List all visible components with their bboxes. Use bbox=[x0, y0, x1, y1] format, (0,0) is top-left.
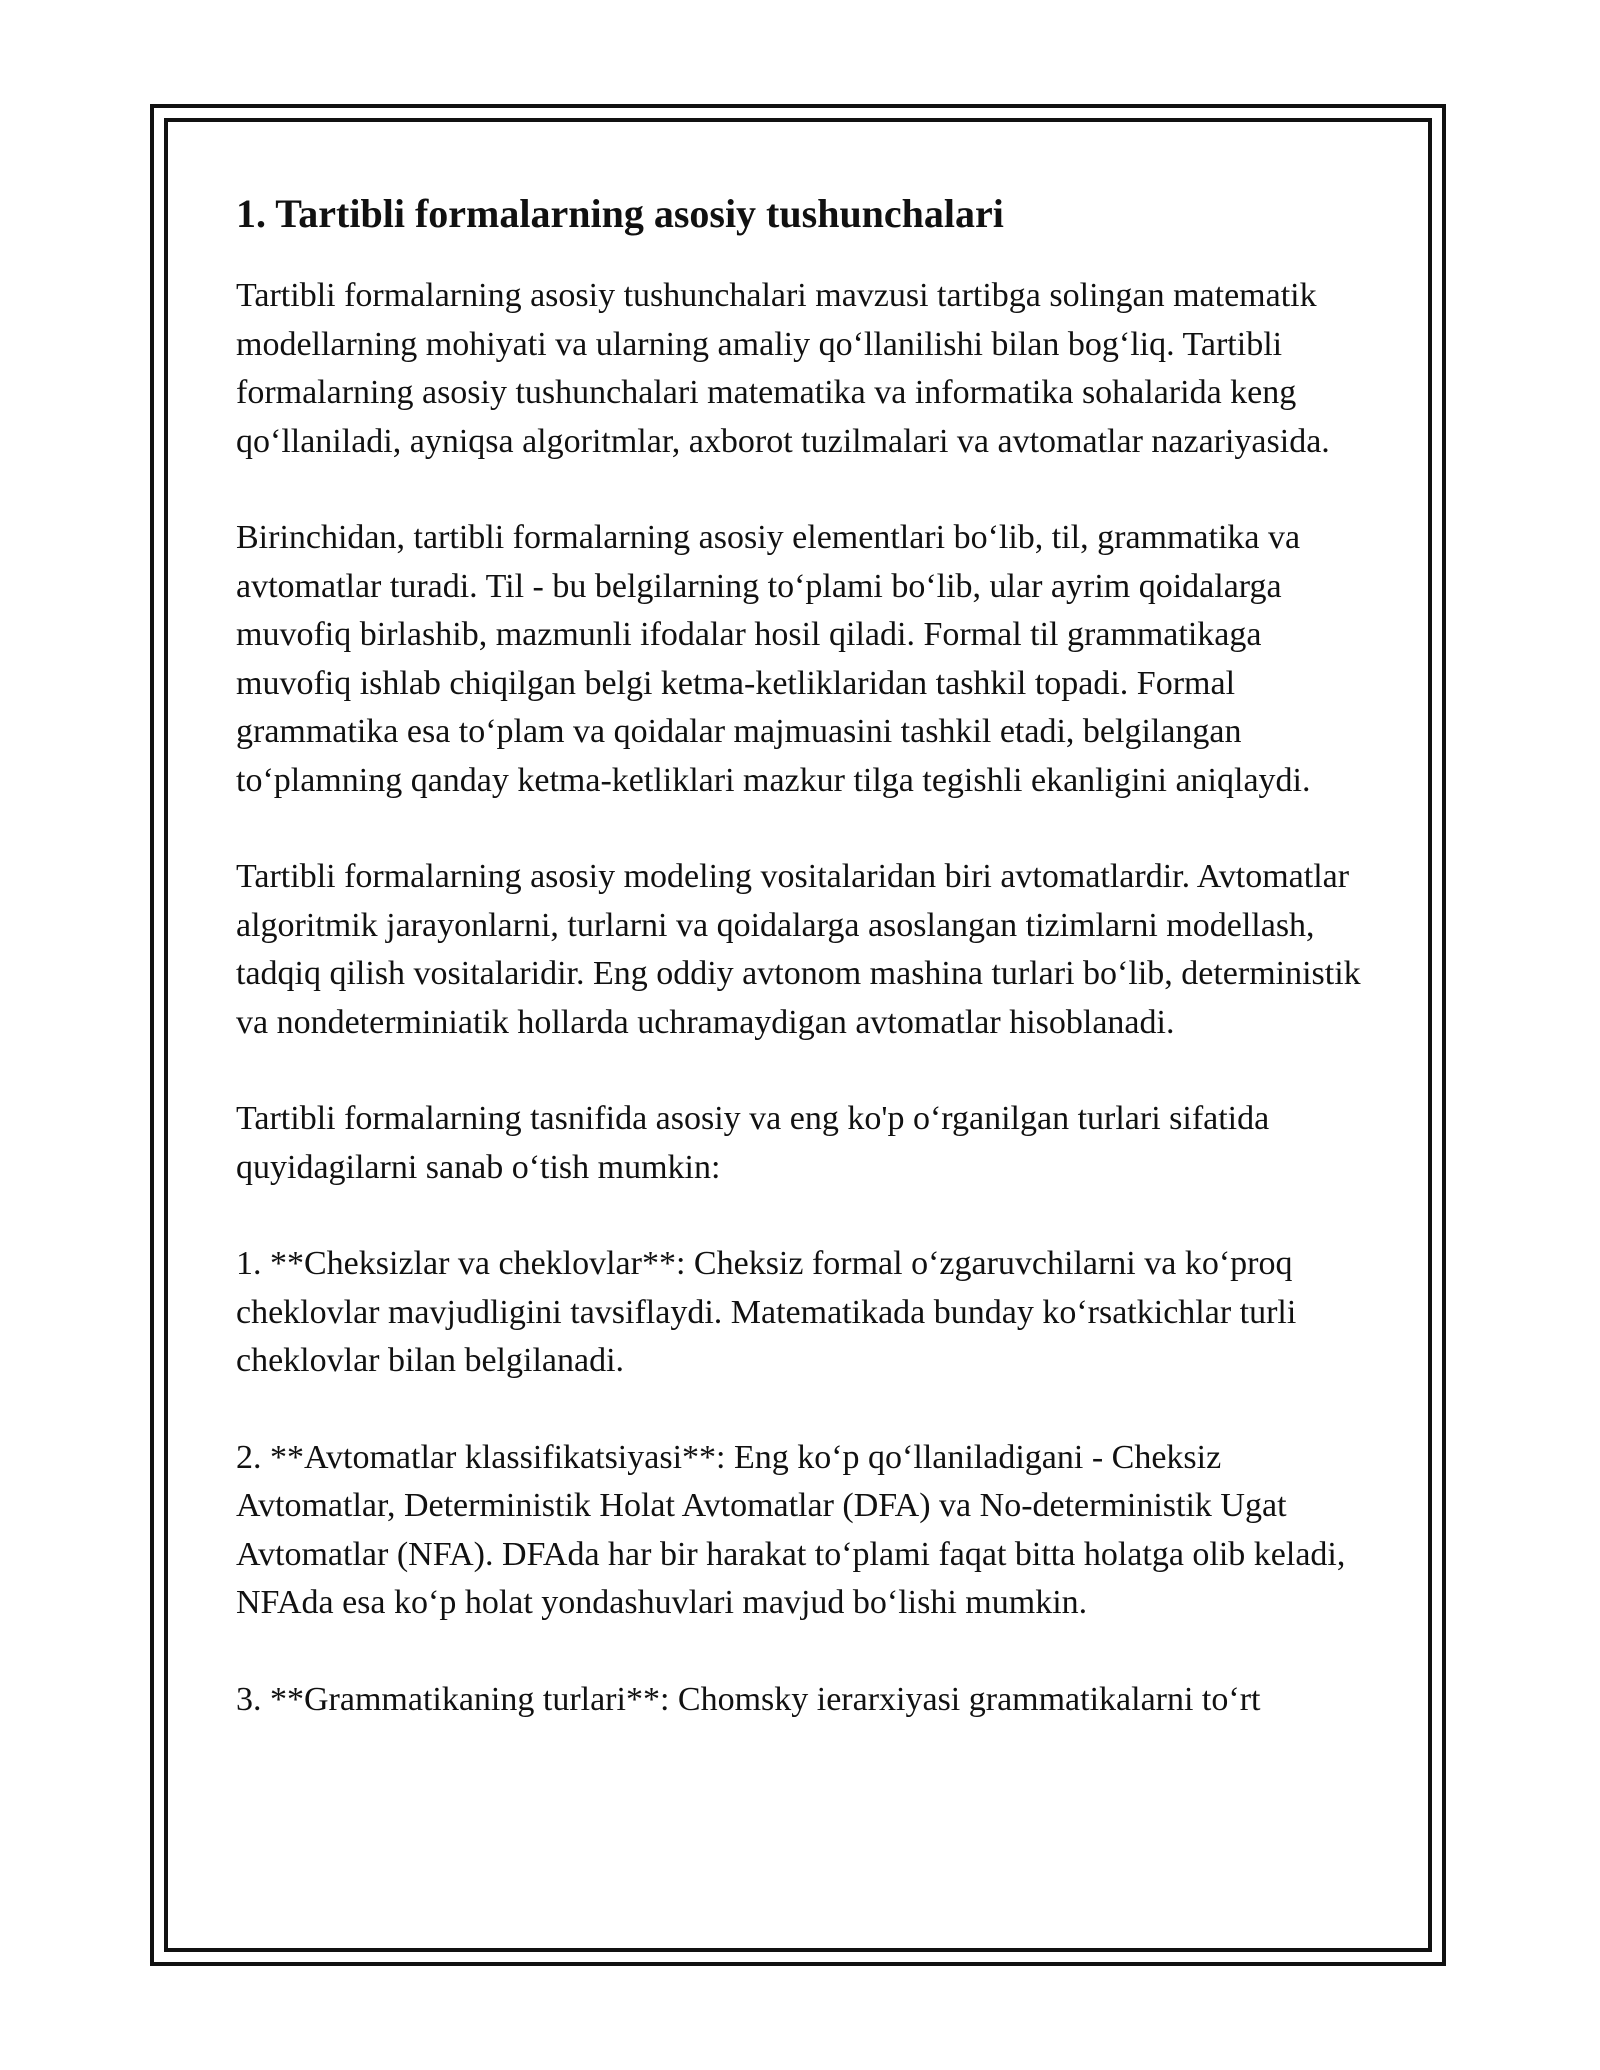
section-heading: 1. Tartibli formalarning asosiy tushunchalari bbox=[236, 191, 1004, 236]
paragraph-classification: Tartibli formalarning tasnifida asosiy va eng ko'p o‘rganilgan turlari sifatida quyidagilarni sanab o‘tish mumkin: bbox=[236, 1100, 1270, 1186]
list-item-3: 3. **Grammatikaning turlari**: Chomsky ierarxiyasi grammatikalarni to‘rt bbox=[236, 1680, 1261, 1718]
paragraph-automata: Tartibli formalarning asosiy modeling vositalaridan biri avtomatlardir. Avtomatlar algoritmik jarayonlarni, turlarni va qoidalarga asoslangan tizimlarni modellash, tadqiq qilish vositalaridir. Eng oddiy avtonom mashina turlari bo‘lib, deterministik va nondeterminiatik hollarda uchramaydigan avtomatlar hisoblanadi. bbox=[236, 858, 1361, 1041]
list-item-1: 1. **Cheksizlar va cheklovlar**: Cheksiz formal o‘zgaruvchilarni va ko‘proq cheklovlar mavjudligini tavsiflaydi. Matematikada bunday ko‘rsatkichlar turli cheklovlar bilan belgilanadi. bbox=[236, 1245, 1297, 1379]
paragraph-elements: Birinchidan, tartibli formalarning asosiy elementlari bo‘lib, til, grammatika va avtomatlar turadi. Til - bu belgilarning to‘plami bo‘lib, ular ayrim qoidalarga muvofiq birlashib, mazmunli ifodalar hosil qiladi. Formal til grammatikaga muvofiq ishlab chiqilgan belgi ketma-ketliklaridan tashkil topadi. Formal grammatika esa to‘plam va qoidalar majmuasini tashkil etadi, belgilangan to‘plamning qanday ketma-ketliklari mazkur tilga tegishli ekanligini aniqlaydi. bbox=[236, 519, 1311, 799]
document-body bbox=[236, 186, 1376, 1772]
paragraph-intro: Tartibli formalarning asosiy tushunchalari mavzusi tartibga solingan matematik modellarning mohiyati va ularning amaliy qo‘llanilishi bilan bog‘liq. Tartibli formalarning asosiy tushunchalari matematika va informatika sohalarida keng qo‘llaniladi, ayniqsa algoritmlar, axborot tuzilmalari va avtomatlar nazariyasida. bbox=[236, 277, 1330, 460]
list-item-2: 2. **Avtomatlar klassifikatsiyasi**: Eng ko‘p qo‘llaniladigani - Cheksiz Avtomatlar, Deterministik Holat Avtomatlar (DFA) va No-deterministik Ugat Avtomatlar (NFA). DFAda har bir harakat to‘plami faqat bitta holatga olib keladi, NFAda esa ko‘p holat yondashuvlari mavjud bo‘lishi mumkin. bbox=[236, 1438, 1346, 1621]
